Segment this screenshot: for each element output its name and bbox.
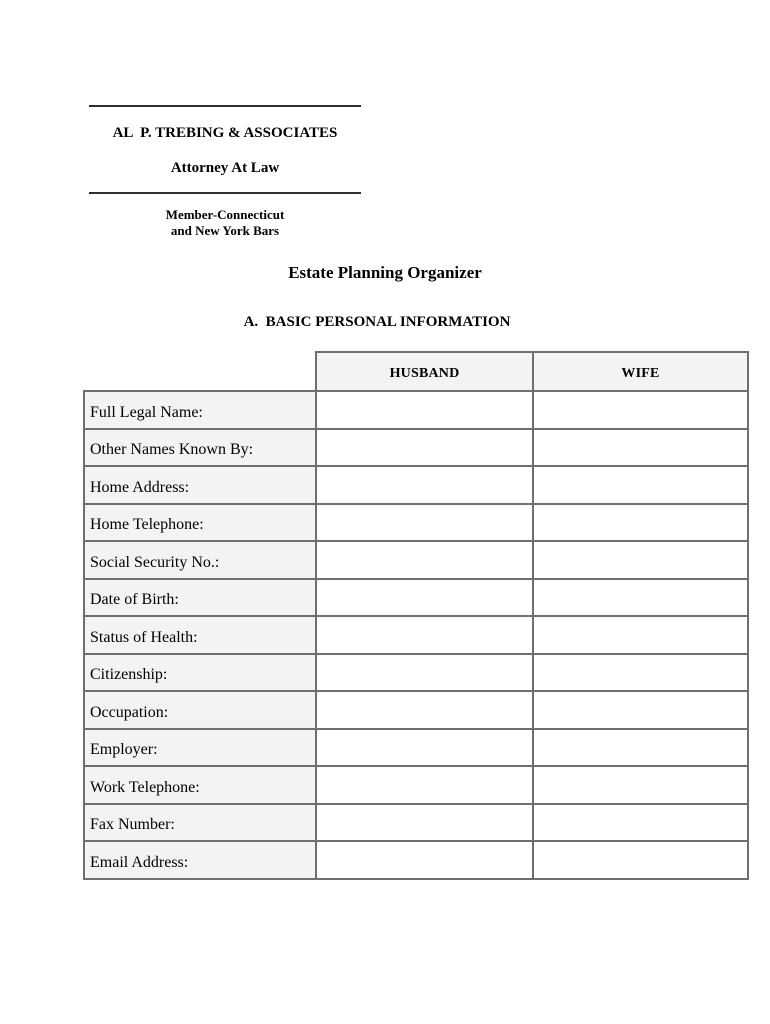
column-header-wife: WIFE [533,352,748,391]
table-row [84,766,748,804]
wife-input-cell[interactable] [533,654,748,692]
row-label: Full Legal Name: [84,391,316,429]
row-label: Home Telephone: [84,504,316,542]
husband-input-cell[interactable] [316,691,533,729]
husband-input-cell[interactable] [316,579,533,617]
husband-input-cell[interactable] [316,391,533,429]
wife-input-cell[interactable] [533,766,748,804]
row-label: Email Address: [84,841,316,879]
wife-input-cell[interactable] [533,729,748,767]
table-row [84,391,748,429]
document-title: Estate Planning Organizer [288,263,482,282]
husband-input-cell[interactable] [316,504,533,542]
husband-input-cell[interactable] [316,766,533,804]
row-label: Citizenship: [84,654,316,692]
table-row [84,654,748,692]
wife-input-cell[interactable] [533,429,748,467]
husband-input-cell[interactable] [316,429,533,467]
table-corner-spacer [84,352,316,391]
row-label: Date of Birth: [84,579,316,617]
bar-membership-line1: Member-Connecticut [165,207,285,222]
wife-input-cell[interactable] [533,841,748,879]
wife-input-cell[interactable] [533,541,748,579]
bar-membership [89,207,361,239]
row-label: Occupation: [84,691,316,729]
row-label: Status of Health: [84,616,316,654]
row-label: Other Names Known By: [84,429,316,467]
row-label: Work Telephone: [84,766,316,804]
basic-info-table-wrap [83,351,749,880]
table-header-row [84,352,748,391]
table-row [84,616,748,654]
section-heading: A. BASIC PERSONAL INFORMATION [243,314,511,330]
bar-membership-line2: and New York Bars [170,223,280,238]
husband-input-cell[interactable] [316,616,533,654]
row-label: Social Security No.: [84,541,316,579]
wife-input-cell[interactable] [533,466,748,504]
row-label: Employer: [84,729,316,767]
firm-name: AL P. TREBING & ASSOCIATES [112,125,338,141]
husband-input-cell[interactable] [316,654,533,692]
husband-input-cell[interactable] [316,729,533,767]
table-body [84,391,748,879]
wife-input-cell[interactable] [533,391,748,429]
table-row [84,579,748,617]
table-row [84,466,748,504]
wife-input-cell[interactable] [533,691,748,729]
letterhead [89,105,361,239]
husband-input-cell[interactable] [316,466,533,504]
wife-input-cell[interactable] [533,504,748,542]
column-header-husband: HUSBAND [316,352,533,391]
letterhead-bottom-rule [89,192,361,194]
basic-info-table [83,351,749,880]
firm-subtitle: Attorney At Law [170,160,280,176]
letterhead-top-rule [89,105,361,107]
table-row [84,541,748,579]
husband-input-cell[interactable] [316,804,533,842]
table-row [84,429,748,467]
wife-input-cell[interactable] [533,616,748,654]
husband-input-cell[interactable] [316,541,533,579]
row-label: Home Address: [84,466,316,504]
table-row [84,841,748,879]
row-label: Fax Number: [84,804,316,842]
table-row [84,729,748,767]
wife-input-cell[interactable] [533,804,748,842]
table-row [84,804,748,842]
husband-input-cell[interactable] [316,841,533,879]
table-row [84,691,748,729]
table-row [84,504,748,542]
wife-input-cell[interactable] [533,579,748,617]
